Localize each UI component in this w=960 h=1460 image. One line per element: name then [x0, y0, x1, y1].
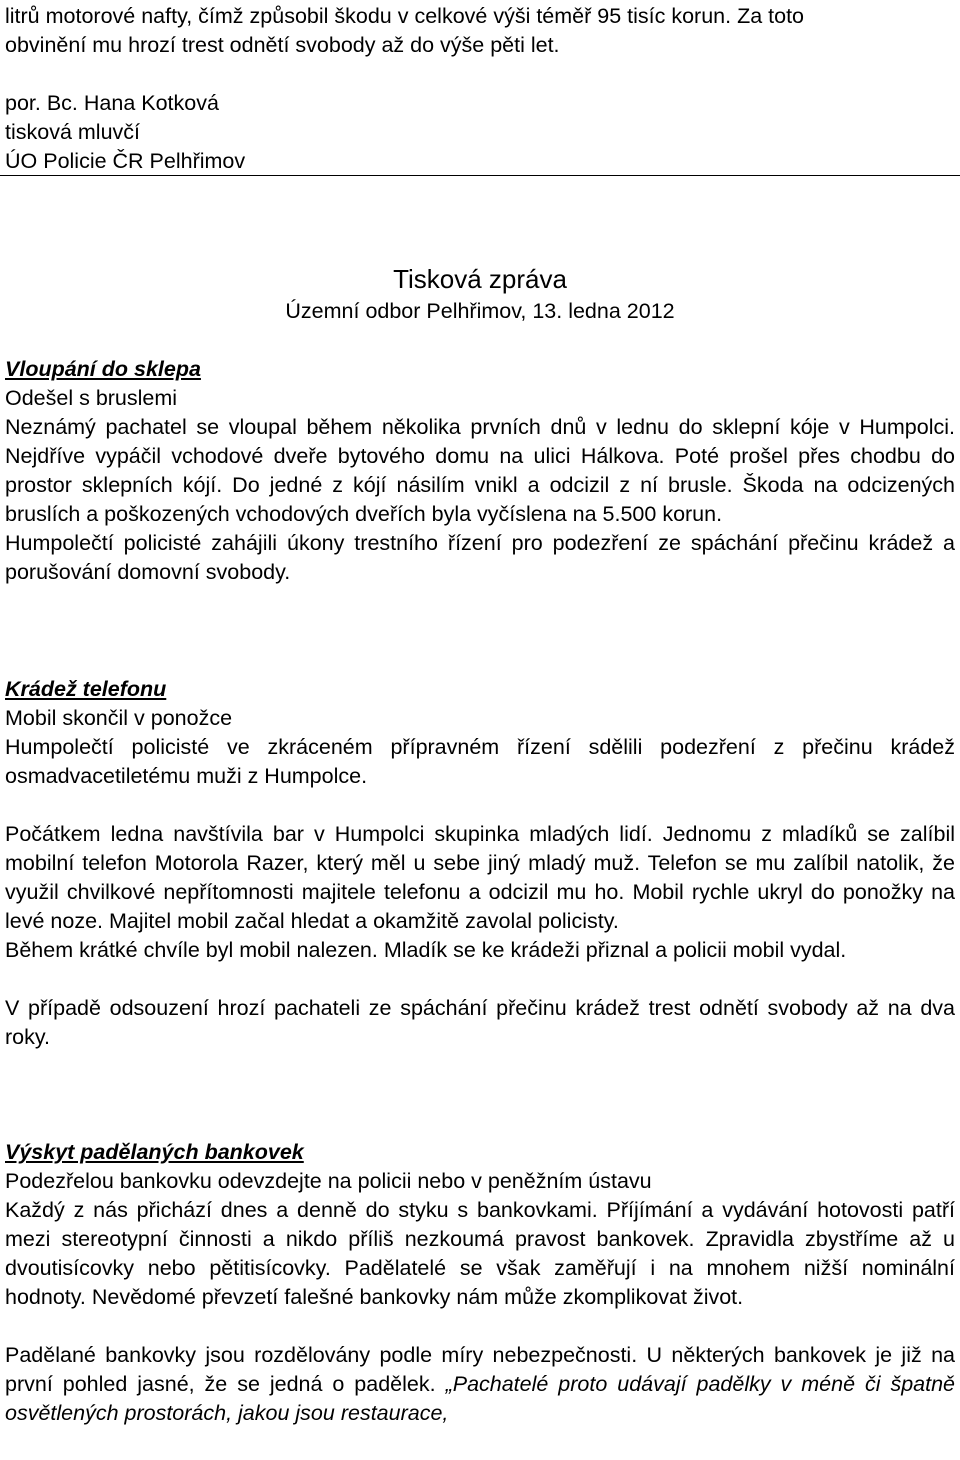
section-heading: Krádež telefonu [5, 677, 167, 701]
paragraph-text: Padělané bankovky jsou rozdělovány podle míry nebezpečnosti. U některých bankovek je již na první pohled jasné, že se jedná o padělek. [5, 1343, 955, 1396]
divider-line [0, 175, 960, 176]
release-subtitle: Územní odbor Pelhřimov, 13. ledna 2012 [285, 299, 675, 323]
section-counterfeit [5, 1138, 955, 1428]
intro-line: obvinění mu hrozí trest odnětí svobody až do výše pěti let. [5, 33, 560, 57]
intro-line: litrů motorové nafty, čímž způsobil škodu v celkové výši téměř 95 tisíc korun. Za toto [5, 4, 804, 28]
author-office: ÚO Policie ČR Pelhřimov [5, 149, 246, 173]
section-paragraph [5, 1341, 955, 1428]
section-paragraph: Během krátké chvíle byl mobil nalezen. Mladík se ke krádeži přiznal a policii mobil vydal. [5, 938, 847, 962]
document-page [5, 0, 955, 176]
author-signature [5, 89, 955, 176]
section-subheading: Mobil skončil v ponožce [5, 706, 233, 730]
paragraph-gap [5, 965, 955, 994]
section-heading: Vloupání do sklepa [5, 357, 201, 381]
release-title: Tisková zpráva [393, 264, 567, 294]
paragraph-gap [5, 791, 955, 820]
section-subheading: Odešel s bruslemi [5, 386, 178, 410]
paragraph-gap [5, 1312, 955, 1341]
section-paragraph: Každý z nás přichází dnes a denně do styku s bankovkami. Příjímání a vydávání hotovosti patří mezi stereotypní činnosti a nikdo příliš nezkoumá pravost bankovek. Zpravidla zbystříme až u dvoutisícovky nebo pětitisícovky. Padělatelé se však zaměřují i na mnohem nižší nominální hodnoty. Nevědomé převzetí falešné bankovky nám může zkomplikovat život. [5, 1198, 955, 1309]
section-subheading: Podezřelou bankovku odevzdejte na policii nebo v peněžním ústavu [5, 1169, 652, 1193]
intro-paragraph [5, 2, 955, 60]
section-phone-theft [5, 675, 955, 1052]
section-heading: Výskyt padělaných bankovek [5, 1140, 304, 1164]
section-paragraph: Neznámý pachatel se vloupal během několika prvních dnů v lednu do sklepní kóje v Humpolci. Nejdříve vypáčil vchodové dveře bytového domu na ulici Hálkova. Poté prošel přes chodbu do prostor sklepních kójí. Do jedné z kójí násilím vnikl a odcizil z ní brusle. Škoda na odcizených bruslích a poškozených vchodových dveřích byla vyčíslena na 5.500 korun. [5, 415, 955, 526]
section-paragraph: V případě odsouzení hrozí pachateli ze spáchání přečinu krádež trest odnětí svobody až na dva roky. [5, 996, 955, 1049]
quote-text: „Pachatelé proto udávají padělky v méně či špatně osvětlených prostorách, jakou jsou restaurace, [5, 1372, 956, 1425]
author-name: por. Bc. Hana Kotková [5, 91, 219, 115]
section-burglary [5, 355, 955, 587]
author-role: tisková mluvčí [5, 120, 141, 144]
section-paragraph: Humpolečtí policisté zahájili úkony trestního řízení pro podezření ze spáchání přečinu krádež a porušování domovní svobody. [5, 531, 955, 584]
section-paragraph: Počátkem ledna navštívila bar v Humpolci skupinka mladých lidí. Jednomu z mladíků se zalíbil mobilní telefon Motorola Razer, který měl u sebe jiný mladý muž. Telefon se mu zalíbil natolik, že využil chvilkové nepřítomnosti majitele telefonu a odcizil mu ho. Mobil rychle ukryl do ponožky na levé noze. Majitel mobil začal hledat a okamžitě zavolal policisty. [5, 822, 955, 933]
section-paragraph: Humpolečtí policisté ve zkráceném přípravném řízení sdělili podezření z přečinu krádež osmadvacetiletému muži z Humpolce. [5, 735, 955, 788]
